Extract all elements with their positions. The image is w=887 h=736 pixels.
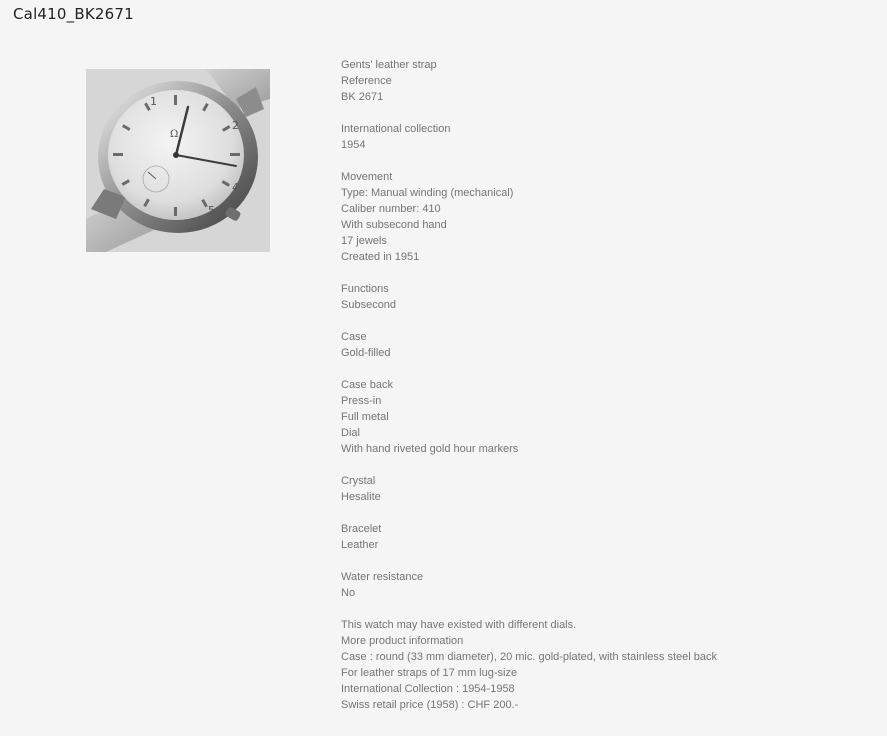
spec-line: This watch may have existed with different dials. [341,619,577,631]
svg-text:2: 2 [232,119,239,132]
spec-line: With subsecond hand [341,219,447,231]
spec-line: Full metal [341,411,389,423]
page-title: Cal410_BK2671 [13,5,134,23]
watch-image [86,69,270,252]
spec-line: Subsecond [341,299,397,311]
spec-group [341,521,861,553]
spec-line: 17 jewels [341,235,387,247]
spec-line: Case [341,331,367,343]
spec-group [341,281,861,313]
spec-spacer [341,265,861,281]
spec-spacer [341,601,861,617]
spec-spacer [341,457,861,473]
spec-spacer [341,505,861,521]
spec-spacer [341,153,861,169]
spec-spacer [341,313,861,329]
spec-line: Case back [341,379,393,391]
svg-text:4: 4 [232,181,239,194]
svg-text:5: 5 [208,204,215,217]
svg-text:Ω: Ω [170,129,179,140]
spec-line: Bracelet [341,523,382,535]
spec-line: For leather straps of 17 mm lug-size [341,667,518,679]
spec-group [341,57,861,105]
spec-spacer [341,553,861,569]
spec-line: International collection [341,123,451,135]
spec-line: BK 2671 [341,91,384,103]
spec-line: With hand riveted gold hour markers [341,443,519,455]
spec-line: Caliber number: 410 [341,203,441,215]
spec-line: Hesalite [341,491,381,503]
spec-list [341,57,861,713]
spec-group [341,329,861,361]
spec-group [341,377,861,457]
spec-line: Case : round (33 mm diameter), 20 mic. gold-plated, with stainless steel back [341,651,717,663]
spec-group [341,121,861,153]
spec-line: Crystal [341,475,376,487]
spec-line: Water resistance [341,571,424,583]
spec-line: Gold-filled [341,347,391,359]
spec-spacer [341,105,861,121]
spec-line: 1954 [341,139,366,151]
spec-spacer [341,361,861,377]
spec-line: Leather [341,539,379,551]
svg-text:1: 1 [150,95,157,108]
spec-line: Reference [341,75,392,87]
spec-group [341,473,861,505]
spec-line: International Collection : 1954-1958 [341,683,515,695]
spec-line: Dial [341,427,360,439]
spec-group [341,569,861,601]
spec-line: More product information [341,635,464,647]
spec-group [341,617,861,713]
spec-group [341,169,861,265]
spec-line: Swiss retail price (1958) : CHF 200.- [341,699,519,711]
spec-line: Created in 1951 [341,251,420,263]
spec-line: Gents' leather strap [341,59,437,71]
spec-line: Press-in [341,395,382,407]
spec-line: No [341,587,356,599]
spec-line: Type: Manual winding (mechanical) [341,187,514,199]
spec-line: Movement [341,171,393,183]
spec-line: Functions [341,283,389,295]
